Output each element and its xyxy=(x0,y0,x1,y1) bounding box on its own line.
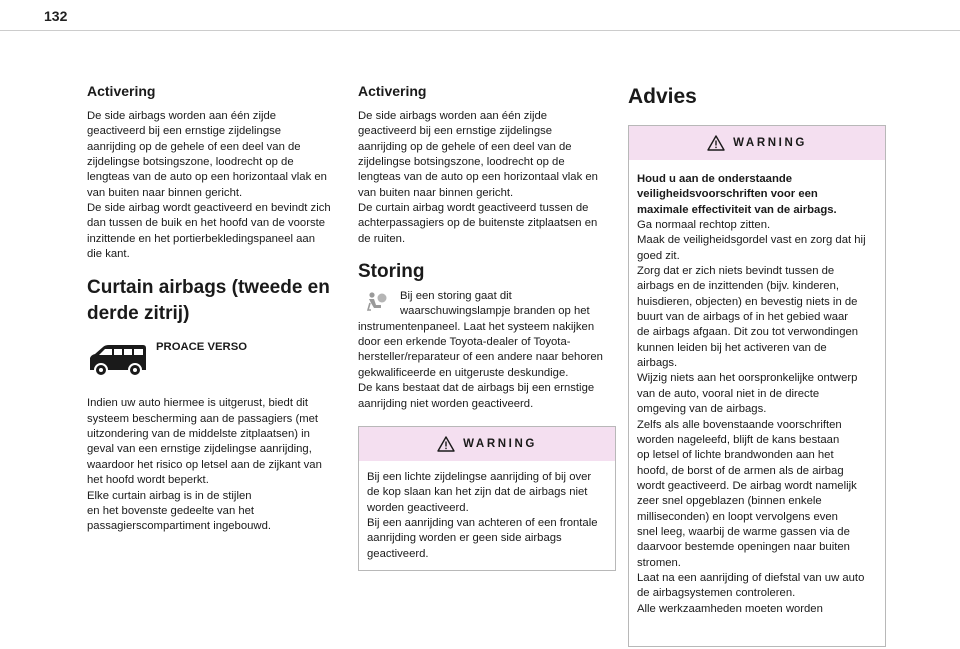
warning-body-advice xyxy=(629,160,885,625)
page-number: 132 xyxy=(44,8,68,24)
warning-advice-text: Ga normaal rechtop zitten. Maak de veiligheidsgordel vast en zorg dat hij goed zit. Zorg dat er zich niets bevindt tussen de airbags en de inzittenden (bijv. kinderen, huisdieren, objecten) en bevestig niets in de buurt van de airbags of in het gebied waar de airbags afgaan. Dit zou tot verwondingen kunnen leiden bij het activeren van de airbags. Wijzig niets aan het oorspronkelijke ontwerp van de auto, vooral niet in de directe omgeving van de airbags. Zelfs als alle bovenstaande voorschriften worden nageleefd, blijft de kans bestaan op letsel of lichte brandwonden aan het hoofd, de borst of de armen als de airbag wordt geactiveerd. De airbag wordt namelijk zeer snel opgeblazen (binnen enkele milliseconden) en loopt vervolgens even snel leeg, waarbij de warme gassen via de daarvoor bestemde openingen naar buiten stromen. Laat na een aanrijding of diefstal van uw auto de airbagsystemen controleren. Alle werkzaamheden moeten worden xyxy=(637,219,866,615)
warning-box-advice xyxy=(628,125,886,647)
activering-heading-2: Activering xyxy=(358,83,427,99)
warning-box-side-airbags xyxy=(358,426,616,571)
warning-body xyxy=(359,461,615,570)
warning-header xyxy=(359,427,615,461)
van-icon xyxy=(87,342,149,378)
warning-title-advice: WARNING xyxy=(733,137,807,149)
column-right xyxy=(628,84,886,647)
vehicle-applicability xyxy=(87,341,347,378)
warning-text: Bij een lichte zijdelingse aanrijding of bij over de kop slaan kan het zijn dat de airbags niet worden geactiveerd. Bij een aanrijding van achteren of een frontale aanrijding worden er geen side airbags geactiveerd. xyxy=(367,470,598,560)
curtain-text: Indien uw auto hiermee is uitgerust, biedt dit systeem bescherming aan de passagiers (met uitzondering van de middelste zitplaatsen) in geval van een ernstige zijdelingse aanrijding, waardoor het risico op letsel aan de zijkant van het hoofd wordt beperkt. Elke curtain airbag is in de stijlen en het bovenste gedeelte van het passagierscompartiment ingebouwd. xyxy=(87,397,322,533)
activering-text: De side airbags worden aan één zijde geactiveerd bij een ernstige zijdelingse aanrijding op de gehele of een deel van de zijdelingse botsingszone, loodrecht op de lengteas van de auto op een horizontaal vlak en van buiten naar binnen gericht. De side airbag wordt geactiveerd en bevindt zich dan tussen de buik en het hoofd van de voorste inzittende en het portierbekledingspaneel aan die kant. xyxy=(87,110,331,261)
vehicle-label: PROACE VERSO xyxy=(156,341,248,354)
column-middle xyxy=(358,82,616,571)
warning-title: WARNING xyxy=(463,437,537,450)
warning-header-advice xyxy=(629,126,885,160)
activering-heading: Activering xyxy=(87,83,156,99)
header-divider xyxy=(0,30,960,31)
advies-heading: Advies xyxy=(628,85,697,108)
curtain-heading-line1: Curtain airbags (tweede en xyxy=(87,277,330,299)
warning-bold-text: Houd u aan de onderstaande veiligheidsvoorschriften voor een maximale effectiviteit van de airbags. xyxy=(637,173,837,216)
column-left xyxy=(87,82,347,535)
storing-heading: Storing xyxy=(358,261,425,283)
storing-text: instrumentenpaneel. Laat het systeem nakijken door een erkende Toyota-dealer of Toyota- hersteller/reparateur of een andere naar behoren gekwalificeerde en uitgeruste deskundige. De kans bestaat dat de airbags bij een ernstige aanrijding niet worden geactiveerd. xyxy=(358,320,603,410)
storing-intro-row xyxy=(358,289,616,320)
curtain-heading-line2: derde zitrij) xyxy=(87,303,190,325)
activering-text-2: De side airbags worden aan één zijde geactiveerd bij een ernstige zijdelingse aanrijding op de gehele of een deel van de zijdelingse botsingszone, loodrecht op de lengteas van de auto op een horizontaal vlak en van buiten naar binnen gericht. De curtain airbag wordt geactiveerd tussen de achterpassagiers op de buitenste zitplaatsen en de ruiten. xyxy=(358,110,598,245)
warning-triangle-icon xyxy=(437,436,455,452)
curtain-heading xyxy=(87,275,347,327)
airbag-warning-lamp-icon xyxy=(366,291,388,311)
warning-triangle-icon xyxy=(707,135,725,151)
storing-intro: Bij een storing gaat dit waarschuwingslampje branden op het xyxy=(400,290,590,318)
